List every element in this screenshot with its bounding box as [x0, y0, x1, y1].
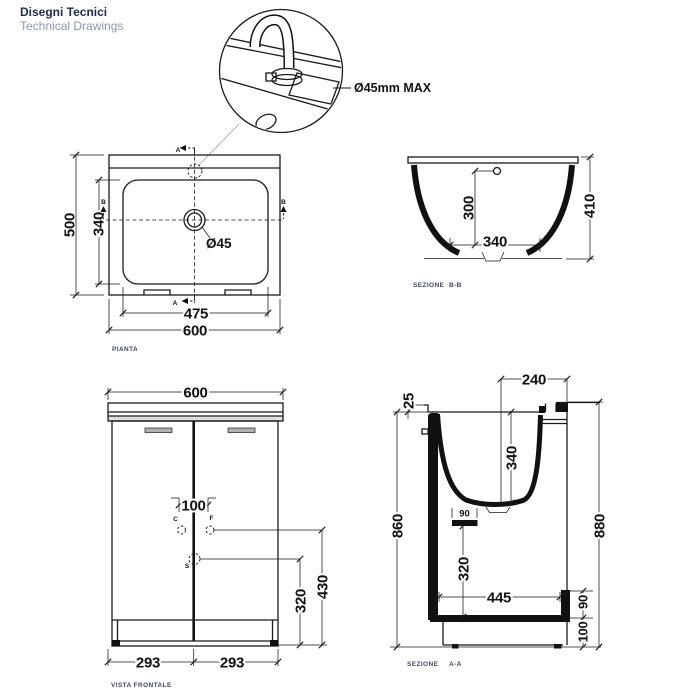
bb-right-wall [527, 165, 572, 253]
cold-marker-label: F [209, 515, 214, 522]
sheet-title: Disegni Tecnici [20, 5, 108, 19]
bb-rim [408, 157, 578, 163]
aa-front-foot [452, 644, 459, 649]
aa-top-and-back-lines [424, 403, 600, 591]
bb-hole-height-dim: 300 [460, 195, 478, 221]
aa-back-height-dim: 880 [591, 513, 609, 539]
bb-bottom-and-drain [424, 252, 562, 261]
aa-front-lip-tab [422, 429, 428, 434]
aa-basin-drain-dip [486, 507, 510, 513]
plan-basin [123, 180, 268, 284]
faucet-detail-bubble [198, 10, 432, 167]
front-supply-height-dim: 430 [314, 574, 332, 600]
bb-caption-id: B-B [449, 282, 462, 289]
front-rim-shadow [108, 416, 283, 421]
plan-basin-width-dim: 475 [183, 305, 209, 323]
drain-marker-label: S [184, 563, 190, 570]
front-left-foot [112, 640, 121, 646]
front-supply-spacing-dim: 100 [181, 497, 206, 515]
front-width-dim: 600 [183, 384, 208, 402]
front-dimension-lines [108, 388, 327, 666]
marker-b-left-label: B [101, 199, 106, 206]
detail-contents [219, 20, 343, 133]
aa-front-panel [428, 413, 438, 620]
marker-b-right-arrow [281, 206, 287, 212]
bb-total-height-dim: 410 [581, 193, 599, 219]
section-marker-a-top [176, 145, 195, 155]
plan-depth-dim: 500 [61, 212, 79, 238]
plan-clips [144, 290, 251, 295]
plan-width-dim: 600 [182, 322, 208, 340]
max-tap-diameter-label: Ø45mm MAX [354, 81, 432, 95]
marker-b-left-arrow [101, 206, 107, 212]
aa-dimension-ticks [394, 376, 602, 650]
aa-caption: SEZIONE [407, 661, 439, 668]
plan-caption: PIANTA [112, 346, 139, 353]
front-dimension-ticks [105, 389, 325, 665]
aa-basin-depth-dim: 340 [503, 445, 521, 471]
aa-basin-back-rim [539, 406, 545, 413]
marker-a-bottom-arrow [182, 298, 189, 304]
plan-tap-hole [188, 164, 202, 178]
bb-tap-hole [494, 168, 501, 175]
detail-leader-line [198, 124, 239, 166]
section-bb-view [408, 154, 598, 289]
plan-dimension-lines [70, 155, 280, 334]
aa-drain-flange [452, 520, 478, 526]
front-drain-height-dim: 320 [292, 588, 310, 614]
aa-rim-dim: 25 [400, 392, 418, 410]
bb-left-wall [414, 165, 459, 253]
plan-dimension-ticks [73, 152, 283, 333]
marker-a-top-tail [188, 148, 195, 155]
aa-interior-depth-dim: 445 [486, 589, 512, 607]
aa-drain-width-dim: 90 [459, 508, 470, 520]
front-view [105, 384, 331, 689]
plan-view [61, 145, 286, 353]
right-door-handle [228, 428, 255, 433]
aa-dimension-lines [393, 379, 603, 647]
marker-a-top-arrow [180, 145, 187, 151]
plan-basin-depth-dim: 340 [90, 211, 108, 237]
aa-drain-to-base-dim: 320 [455, 556, 473, 582]
marker-a-top-label: A [175, 147, 181, 154]
sink-edge-lines [219, 36, 343, 112]
aa-top-depth-dim: 240 [521, 371, 547, 389]
aa-back-ledge [556, 403, 568, 413]
aa-plinth-height-dim: 100 [575, 621, 591, 643]
aa-base-height-dim: 90 [575, 595, 591, 609]
sheet-subtitle: Technical Drawings [20, 19, 124, 34]
bb-bottom-width-dim: 340 [482, 233, 508, 251]
hot-marker-label: C [173, 516, 178, 523]
aa-caption-id: A-A [449, 661, 462, 668]
overflow-hole [254, 111, 279, 133]
drain-diameter-label: Ø45 [206, 236, 232, 251]
marker-a-bottom-label: A [172, 300, 178, 307]
aa-plinth [443, 622, 567, 645]
section-aa-view [389, 371, 608, 668]
bb-caption: SEZIONE [413, 282, 445, 289]
front-right-foot [270, 640, 279, 646]
left-door-handle [145, 428, 172, 433]
hot-water-connection [178, 526, 186, 534]
cold-water-connection [206, 526, 214, 534]
section-marker-b-right [281, 199, 287, 219]
marker-b-right-label: B [281, 199, 286, 206]
aa-bottom-shelf [430, 615, 570, 622]
front-rim-lines [108, 412, 283, 416]
front-left-door-dim: 293 [135, 654, 161, 672]
front-caption: VISTA FRONTALE [111, 682, 172, 689]
aa-basin-bowl [438, 414, 541, 505]
aa-back-foot [554, 644, 562, 649]
aa-front-height-dim: 860 [389, 513, 407, 539]
front-right-door-dim: 293 [219, 654, 245, 672]
